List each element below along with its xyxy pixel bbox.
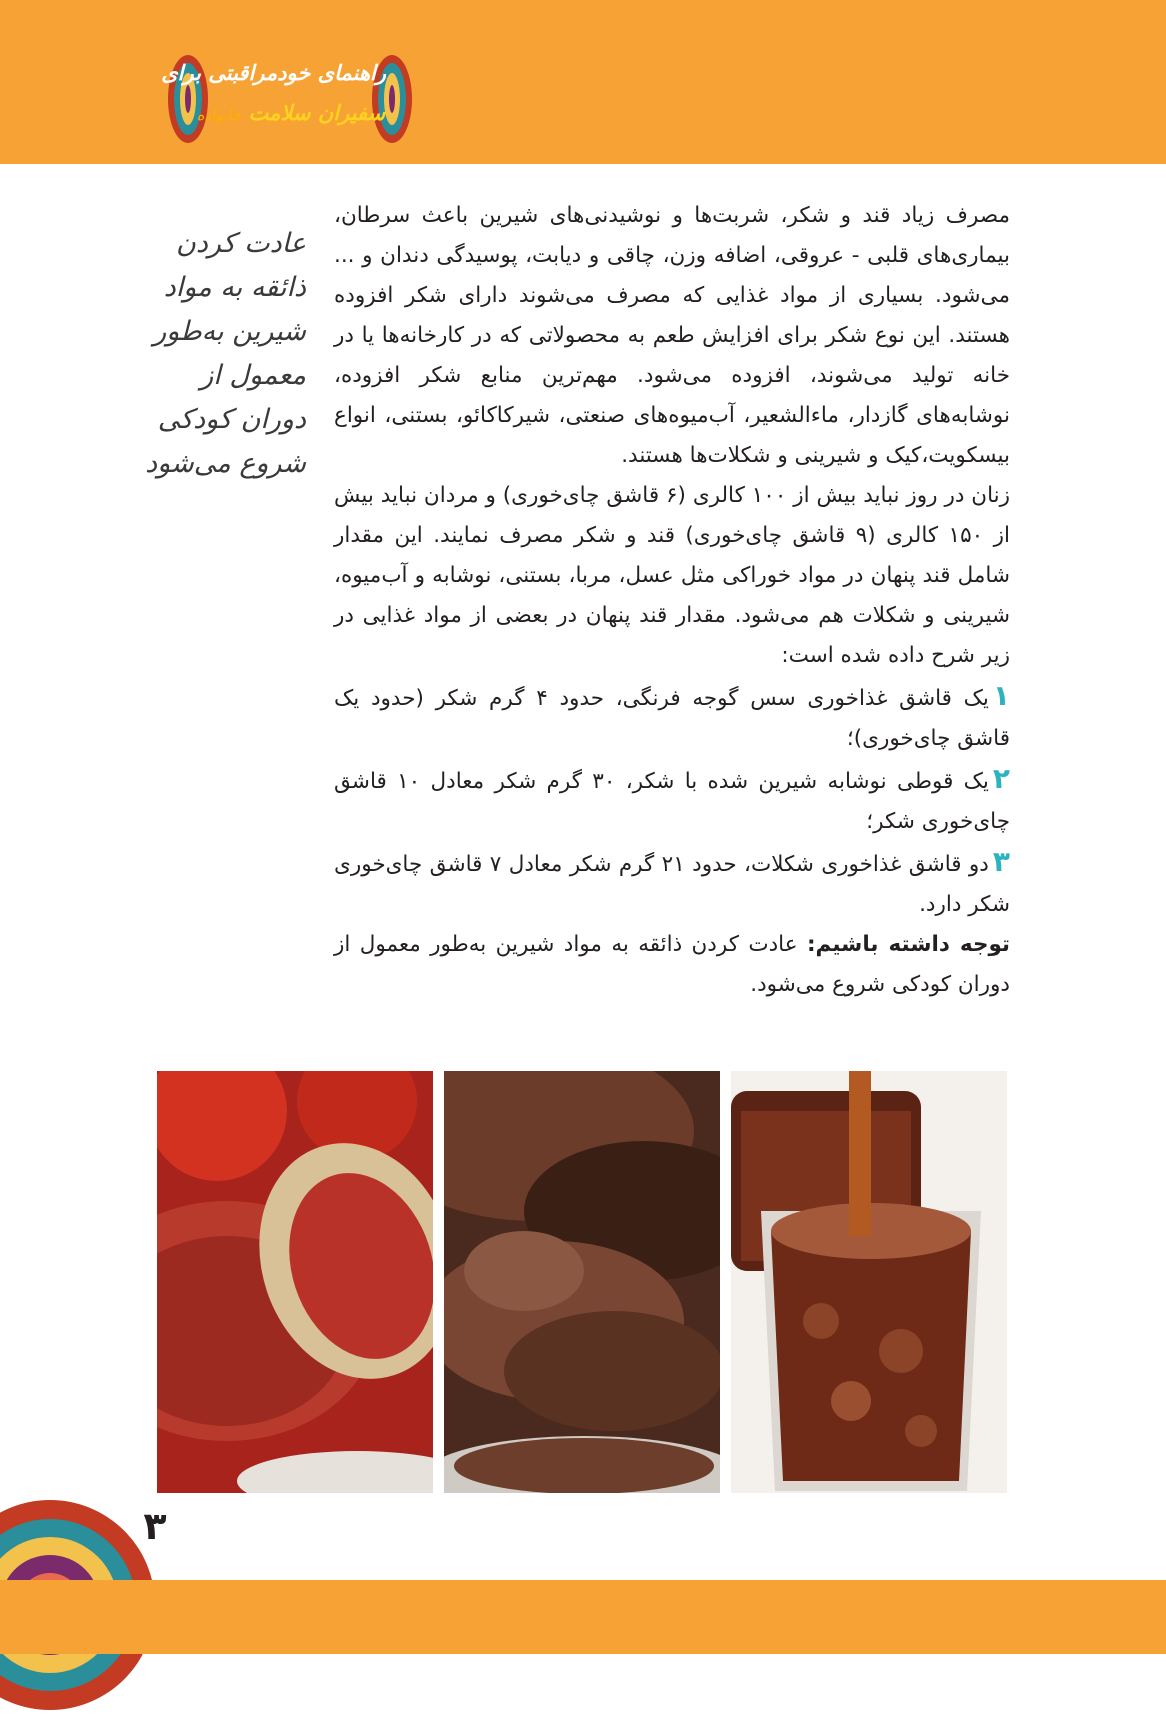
logo-subtitle: [196, 100, 386, 125]
list-item: [334, 842, 1010, 925]
side-quote-line: دوران کودکی: [157, 404, 306, 435]
side-quote-line: معمول از: [200, 360, 306, 391]
paragraph-sugar-effects: مصرف زیاد قند و شکر، شربت‌ها و نوشیدنی‌های شیرین باعث سرطان، بیماری‌های قلبی - عروقی، اضافه وزن، چاقی و دیابت، پوسیدگی دندان و ... می‌شود. بسیاری از مواد غذایی که مصرف می‌شوند دارای شکر افزوده هستند. این نوع شکر برای افزایش طعم به محصولاتی که در کارخانه‌ها یا در خانه تولید می‌شوند، افزوده می‌شود. مهم‌ترین منابع شکر افزوده، نوشابه‌های گازدار، ماءالشعیر، آب‌میوه‌های صنعتی، شیرکاکائو، بستنی، انواع بیسکویت،کیک و شیرینی و شکلات‌ها هستند.: [334, 203, 1010, 468]
chocolate-photo: [444, 1071, 720, 1493]
list-item-text: یک قوطی نوشابه شیرین شده با شکر، ۳۰ گرم شکر معادل ۱۰ قاشق چای‌خوری شکر؛: [334, 769, 1010, 834]
note-text: عادت کردن ذائقه به مواد شیرین به‌طور معمول از دوران کودکی شروع می‌شود.: [334, 932, 1010, 997]
soda-photo: [731, 1071, 1007, 1493]
footer-band: [0, 1580, 1166, 1654]
page-number: ۳: [143, 1504, 167, 1548]
soda-image-icon: [731, 1071, 1007, 1493]
list-number: ۱: [992, 679, 1010, 712]
list-item: [334, 759, 1010, 842]
side-quote-line: شیرین به‌طور: [153, 316, 306, 347]
list-number: ۳: [992, 845, 1010, 878]
logo-subtitle-suffix: خانواده: [196, 106, 242, 124]
side-quote-line: ذائقه به مواد: [163, 272, 306, 303]
logo-subtitle-main: سفیران سلامت: [248, 100, 386, 125]
note-paragraph: [334, 925, 1010, 1005]
side-quote-line: عادت کردن: [176, 228, 306, 259]
list-item-text: یک قاشق غذاخوری سس گوجه فرنگی، حدود ۴ گرم شکر (حدود یک قاشق چای‌خوری)؛: [334, 686, 1010, 751]
paragraph-daily-limits: زنان در روز نباید بیش از ۱۰۰ کالری (۶ قاشق چای‌خوری) و مردان نباید بیش از ۱۵۰ کالری (۹ قاشق چای‌خوری) قند و شکر مصرف نمایند. این مقدار شامل قند پنهان در مواد خوراکی مثل عسل، مربا، بستنی، نوشابه و آب‌میوه، شیرینی و شکلات هم می‌شود. مقدار قند پنهان در بعضی از مواد غذایی در زیر شرح داده شده است:: [334, 483, 1010, 668]
note-lead: توجه داشته باشیم:: [806, 932, 1010, 957]
ketchup-photo: [157, 1071, 433, 1493]
ketchup-image-icon: [157, 1071, 433, 1493]
chocolate-image-icon: [444, 1071, 720, 1493]
list-number: ۲: [992, 762, 1010, 795]
list-item-text: دو قاشق غذاخوری شکلات، حدود ۲۱ گرم شکر معادل ۷ قاشق چای‌خوری شکر دارد.: [334, 852, 1010, 917]
book-logo: [161, 52, 414, 146]
list-item: [334, 676, 1010, 759]
side-quote-line: شروع می‌شود: [145, 448, 306, 479]
main-article: [334, 196, 1010, 1005]
side-quote: [146, 222, 306, 486]
logo-title: راهنمای خودمراقبتی برای: [161, 60, 386, 85]
